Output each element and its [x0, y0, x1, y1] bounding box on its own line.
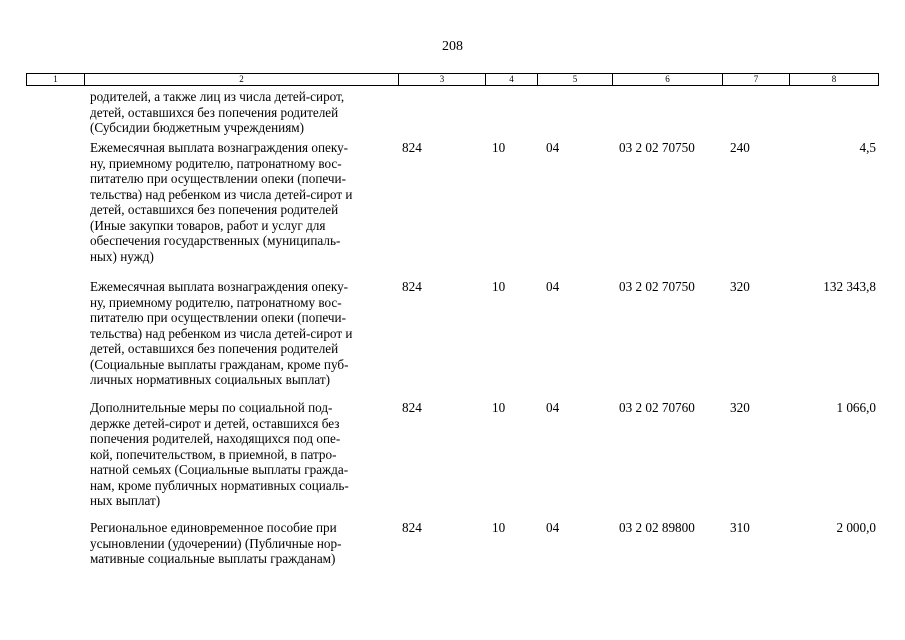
row-amount: 132 343,8 [823, 279, 876, 294]
row-subsection-code: 04 [546, 400, 560, 415]
column-number-3: 3 [399, 74, 486, 86]
row-target-article-code: 03 2 02 70750 [619, 140, 695, 155]
column-number-8: 8 [790, 74, 879, 86]
column-number-4: 4 [486, 74, 538, 86]
row-target-article-code: 03 2 02 70760 [619, 400, 695, 415]
row-expense-type-code: 310 [730, 520, 750, 535]
row-target-article-code: 03 2 02 70750 [619, 279, 695, 294]
column-number-7: 7 [723, 74, 790, 86]
column-number-6: 6 [613, 74, 723, 86]
row-ved-code: 824 [402, 279, 422, 294]
row-expense-type-code: 240 [730, 140, 750, 155]
page-number: 208 [442, 39, 463, 54]
row-description: Ежемесячная выплата вознаграждения опеку- ну, приемному родителю, патронатному вос- питателю при осуществлении опеки (попечи- тельства) над ребенком из числа детей-сирот и детей, оставшихся без попечения родителей (Иные закупки товаров, работ и услуг для обеспечения государственных (муниципаль- ных) нужд) [90, 140, 353, 264]
column-number-header [26, 73, 879, 86]
row-subsection-code: 04 [546, 140, 560, 155]
row-amount: 2 000,0 [836, 520, 876, 535]
row-ved-code: 824 [402, 140, 422, 155]
row-subsection-code: 04 [546, 520, 560, 535]
row-amount: 1 066,0 [836, 400, 876, 415]
column-number-1: 1 [27, 74, 85, 86]
column-number-5: 5 [538, 74, 613, 86]
row-ved-code: 824 [402, 400, 422, 415]
row-description: Ежемесячная выплата вознаграждения опеку- ну, приемному родителю, патронатному вос- питателю при осуществлении опеки (попечи- тельства) над ребенком из числа детей-сирот и детей, оставшихся без попечения родителей (Социальные выплаты гражданам, кроме пуб- личных нормативных социальных выплат) [90, 279, 353, 387]
row-section-code: 10 [492, 400, 506, 415]
row-description: Дополнительные меры по социальной под- держке детей-сирот и детей, оставшихся без попечения родителей, находящихся под опе- кой, попечительством, в приемной, в патро- натной семьях (Социальные выплаты гражда- нам, кроме публичных нормативных социаль- ных выплат) [90, 400, 349, 508]
row-subsection-code: 04 [546, 279, 560, 294]
row-description: родителей, а также лиц из числа детей-сирот, детей, оставшихся без попечения родителей (Субсидии бюджетным учреждениям) [90, 89, 345, 135]
row-section-code: 10 [492, 140, 506, 155]
row-expense-type-code: 320 [730, 279, 750, 294]
row-ved-code: 824 [402, 520, 422, 535]
row-expense-type-code: 320 [730, 400, 750, 415]
row-section-code: 10 [492, 520, 506, 535]
row-description: Региональное единовременное пособие при усыновлении (удочерении) (Публичные нор- мативные социальные выплаты гражданам) [90, 520, 342, 566]
column-number-2: 2 [85, 74, 399, 86]
row-section-code: 10 [492, 279, 506, 294]
row-target-article-code: 03 2 02 89800 [619, 520, 695, 535]
row-amount: 4,5 [859, 140, 876, 155]
